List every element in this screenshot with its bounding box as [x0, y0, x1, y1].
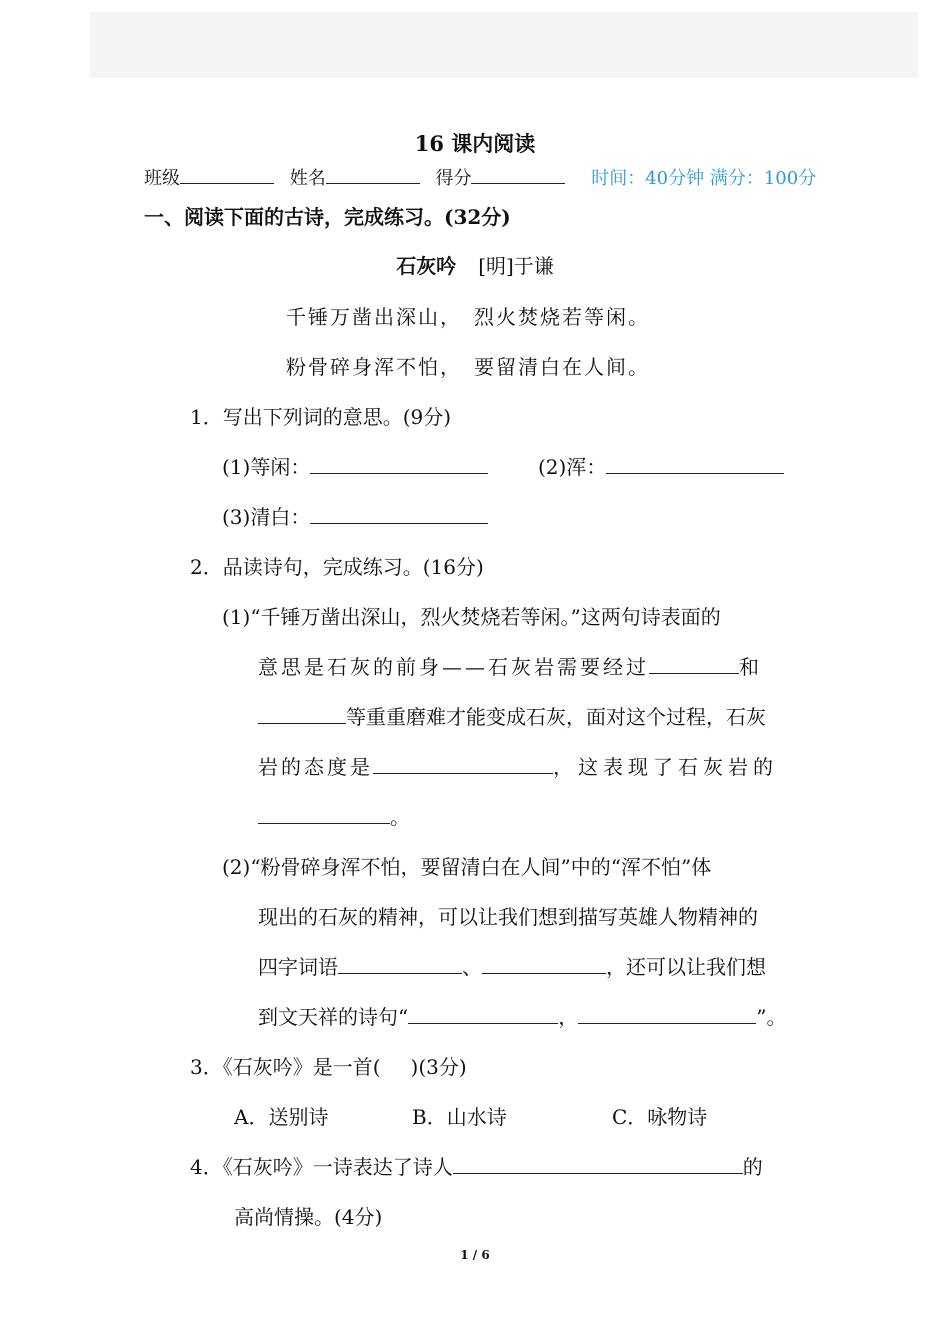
q1-item-2 [538, 451, 784, 480]
score-label: 得分 [435, 168, 472, 189]
q3-option-c[interactable]: C．咏物诗 [612, 1105, 708, 1129]
q4-blank[interactable] [453, 1153, 743, 1174]
q2-p2-line4 [258, 1001, 786, 1030]
poem-line-1: 千锤万凿出深山， 烈火焚烧若等闲。 [286, 305, 650, 329]
q2-p1-line5 [258, 801, 410, 830]
poem-title: 石灰吟 [396, 254, 457, 278]
q2-p1-text-a: 意思是石灰的前身——石灰岩需要经过 [258, 655, 649, 679]
q1-label-3: (3)清白： [222, 505, 311, 529]
q2-p1-line4 [258, 751, 778, 780]
poem-author: [明]于谦 [478, 254, 554, 278]
q2-blank-5[interactable] [338, 953, 462, 974]
q2-p2-line1: (2)“粉骨碎身浑不怕，要留清白在人间”中的“浑不怕”体 [222, 855, 712, 879]
q2-p1-text-f: 。 [390, 805, 410, 829]
q2-p1-text-c: 等重重磨难才能变成石灰，面对这个过程，石灰 [346, 705, 766, 729]
q2-blank-2[interactable] [258, 703, 346, 724]
q2-p1-line2 [258, 651, 759, 680]
q1-label-2: (2)浑： [538, 455, 607, 479]
q2-p2-line2: 现出的石灰的精神，可以让我们想到描写英雄人物精神的 [258, 905, 758, 929]
q2-p2-text-f: ”。 [756, 1005, 787, 1029]
q4-line2: 高尚情操。(4分) [234, 1205, 383, 1229]
info-row [144, 164, 816, 190]
q4-text-b: 的 [742, 1155, 763, 1179]
q2-p2-text-a: 四字词语 [258, 955, 338, 979]
q2-p1-line3 [258, 701, 766, 730]
poem-line-2: 粉骨碎身浑不怕， 要留清白在人间。 [286, 355, 650, 379]
q1-item-1 [222, 451, 488, 480]
header-band [90, 12, 918, 78]
q2-p1-text-e: ，这表现了石灰岩的 [553, 755, 778, 779]
q3-text-b: )(3分) [410, 1055, 467, 1079]
section-heading: 一、阅读下面的古诗，完成练习。(32分) [144, 205, 511, 229]
q3-text-a: 3．《石灰吟》是一首( [190, 1055, 381, 1079]
q2-p1-text-b: 和 [739, 655, 759, 679]
score-blank[interactable] [471, 165, 565, 184]
q2-stem: 2．品读诗句，完成练习。(16分) [190, 555, 484, 579]
q2-p1-line1: (1)“千锤万凿出深山，烈火焚烧若等闲。”这两句诗表面的 [222, 605, 721, 629]
name-label: 姓名 [289, 168, 326, 189]
time-info: 时间：40分钟 满分：100分 [591, 168, 817, 189]
q1-blank-2[interactable] [606, 453, 784, 474]
page-number: 1 / 6 [460, 1248, 490, 1262]
q1-blank-3[interactable] [310, 503, 488, 524]
q3-option-a[interactable]: A．送别诗 [234, 1105, 329, 1129]
q4-stem [190, 1151, 763, 1180]
q1-label-1: (1)等闲： [222, 455, 311, 479]
class-label: 班级 [144, 168, 180, 189]
q2-blank-4[interactable] [258, 803, 390, 824]
class-blank[interactable] [180, 165, 274, 184]
page-title: 16 课内阅读 [414, 131, 536, 156]
q1-item-3 [222, 501, 488, 530]
q2-blank-3[interactable] [373, 753, 553, 774]
q1-stem: 1．写出下列词的意思。(9分) [190, 405, 452, 429]
q2-p2-line3 [258, 951, 766, 980]
q2-blank-1[interactable] [649, 653, 739, 674]
q2-p1-text-d: 岩的态度是 [258, 755, 373, 779]
q3-stem [190, 1051, 467, 1080]
q2-p2-text-b: 、 [462, 955, 482, 979]
q2-p2-text-c: ，还可以让我们想 [606, 955, 766, 979]
poem-title-row [0, 250, 950, 279]
q1-blank-1[interactable] [310, 453, 488, 474]
q2-blank-8[interactable] [578, 1003, 756, 1024]
q2-p2-text-d: 到文天祥的诗句“ [258, 1005, 409, 1029]
q4-text-a: 4．《石灰吟》一诗表达了诗人 [190, 1155, 453, 1179]
q2-p2-text-e: ， [558, 1005, 579, 1029]
q2-blank-7[interactable] [408, 1003, 558, 1024]
name-blank[interactable] [326, 165, 420, 184]
q2-blank-6[interactable] [482, 953, 606, 974]
q3-option-b[interactable]: B．山水诗 [412, 1105, 507, 1129]
